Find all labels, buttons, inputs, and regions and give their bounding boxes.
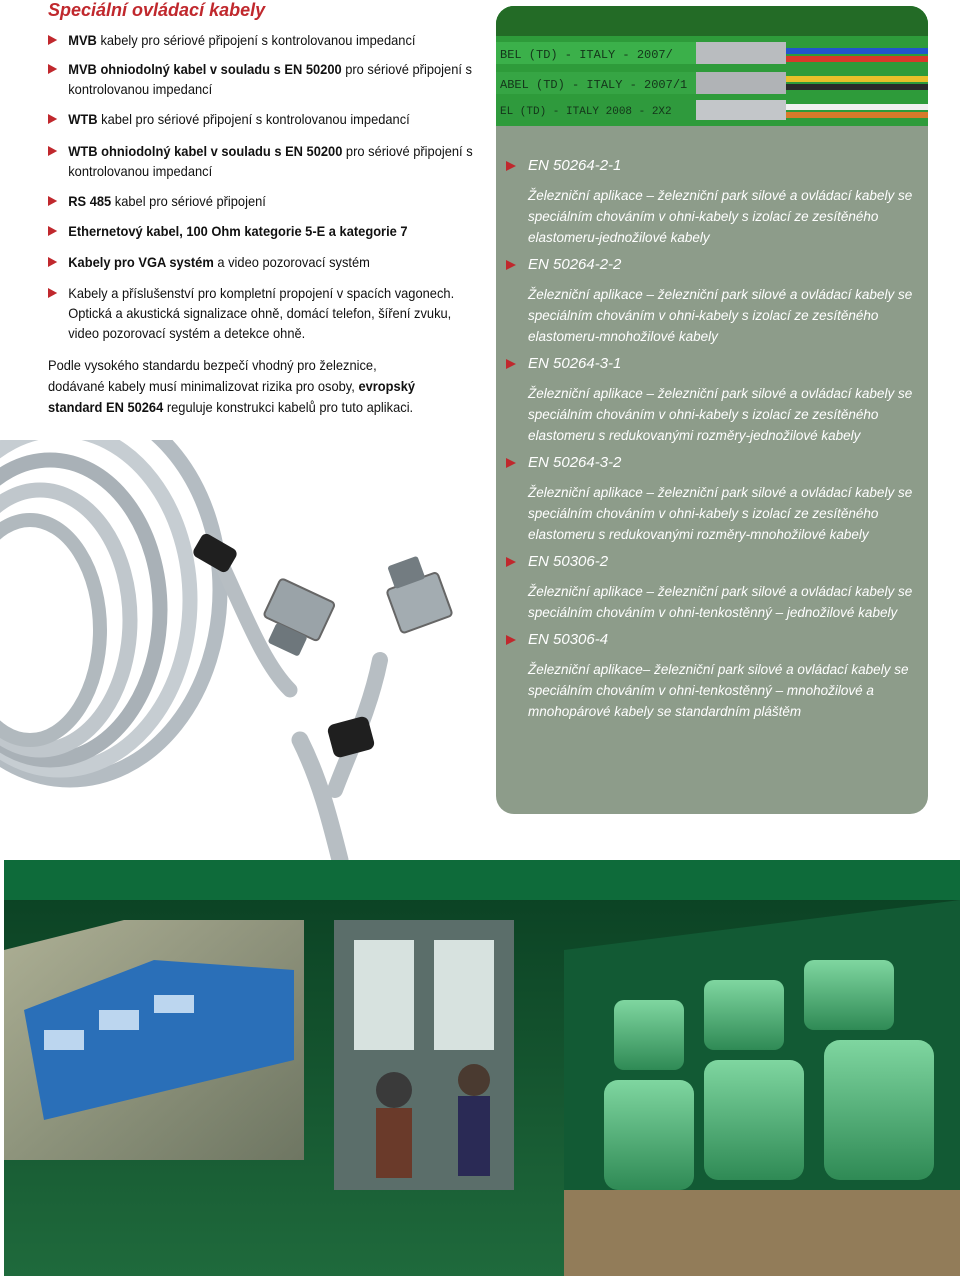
item-text: pro sériové připojení s kontrolovanou impedancí [68,61,472,97]
standard-code: EN 50306-4 [528,631,609,648]
item-text: pro sériové připojení s kontrolovanou impedancí [68,143,473,179]
train-photo-banner [4,860,960,1276]
standard-description: Železniční aplikace – železniční park silové a ovládací kabely se speciálním chováním v ohni-kabely s izolací ze zesítěného elastomeru s redukovanými rozměry-mnohožilové kabely [528,485,913,542]
item-text: a video pozorovací systém [213,254,370,270]
list-item [48,252,476,272]
standard-description: Železniční aplikace – železniční park silové a ovládací kabely se speciálním chováním v ohni-tenkostěnný – jednožilové kabely [528,584,913,620]
standard-item [504,354,924,446]
item-bold: MVB [68,32,97,48]
standard-description: Železniční aplikace – železniční park silové a ovládací kabely se speciálním chováním v ohni-kabely s izolací ze zesítěného elastomeru s redukovanými rozměry-jednožilové kabely [528,386,913,443]
list-item [48,191,476,211]
standard-item [504,552,924,623]
item-text: kabel pro sériové připojení [111,193,266,209]
paragraph-bold: evropský standard EN 50264 [48,378,416,415]
standard-code: EN 50306-2 [528,553,609,570]
bullet-arrow-icon [48,196,57,206]
standard-description: Železniční aplikace – železniční park silové a ovládací kabely se speciálním chováním v ohni-kabely s izolací ze zesítěného elastomeru-jednožilové kabely [528,188,913,245]
bullet-arrow-icon [506,557,516,567]
list-item [48,221,476,241]
item-bold: MVB ohniodolný kabel v souladu s EN 50200 [68,61,342,77]
item-bold: Kabely pro VGA systém [68,254,214,270]
list-item [48,30,476,50]
bullet-arrow-icon [506,458,516,468]
intro-paragraph [48,355,425,418]
cable-print-1: BEL (TD) - ITALY - 2007/ [500,48,673,62]
standard-code: EN 50264-3-1 [528,355,622,372]
bullet-arrow-icon [48,114,57,124]
standard-item [504,453,924,545]
list-item [48,109,476,129]
bullet-arrow-icon [48,226,57,236]
page-title: Speciální ovládací kabely [48,0,266,20]
standards-list [504,156,924,729]
list-item [48,141,476,181]
paragraph-text: Podle vysokého standardu bezpečí vhodný pro železnice, dodávané kabely musí minimalizovat rizika pro osoby, [48,357,377,394]
bullet-arrow-icon [506,635,516,645]
bullet-arrow-icon [48,35,57,45]
cable-print-2: ABEL (TD) - ITALY - 2007/1 [500,78,688,92]
cable-types-list [48,30,473,343]
item-bold: RS 485 [68,193,112,209]
bullet-arrow-icon [506,359,516,369]
item-bold: Ethernetový kabel, 100 Ohm kategorie 5-E a kategorie 7 [68,223,408,239]
standard-item [504,630,924,722]
standard-code: EN 50264-2-1 [528,157,622,174]
item-bold: WTB ohniodolný kabel v souladu s EN 50200 [68,143,343,159]
standard-description: Železniční aplikace – železniční park silové a ovládací kabely se speciálním chováním v ohni-kabely s izolací ze zesítěného elastomeru-mnohožilové kabely [528,287,913,344]
item-bold: WTB [68,111,98,127]
standard-description: Železniční aplikace– železniční park silové a ovládací kabely se speciálním chováním v ohni-tenkostěnný – mnohožilové a mnohopárové kabely se standardním pláštěm [528,662,909,719]
bullet-arrow-icon [48,64,57,74]
list-item [48,283,476,343]
item-text: kabel pro sériové připojení s kontrolovanou impedancí [97,111,410,127]
cable-print-3: EL (TD) - ITALY 2008 - 2X2 [500,106,672,118]
bullet-arrow-icon [48,257,57,267]
standard-code: EN 50264-3-2 [528,454,622,471]
bullet-arrow-icon [48,288,57,298]
standards-panel [496,6,928,814]
list-item [48,59,476,99]
standard-item [504,156,924,248]
item-text: kabely pro sériové připojení s kontrolovanou impedancí [96,32,416,48]
bullet-arrow-icon [48,146,57,156]
standard-item [504,255,924,347]
paragraph-text-end: reguluje konstrukci kabelů pro tuto aplikaci. [163,399,414,415]
item-text: Kabely a příslušenství pro kompletní propojení v spacích vagonech. Optická a akustická signalizace ohně, domácí telefon, šíření zvuku, video pozorovací systém a detekce ohně. [68,285,455,341]
cable-closeup-photo [496,6,928,126]
bullet-arrow-icon [506,260,516,270]
standard-code: EN 50264-2-2 [528,256,622,273]
bullet-arrow-icon [506,161,516,171]
cable-coil-photo [0,440,480,860]
